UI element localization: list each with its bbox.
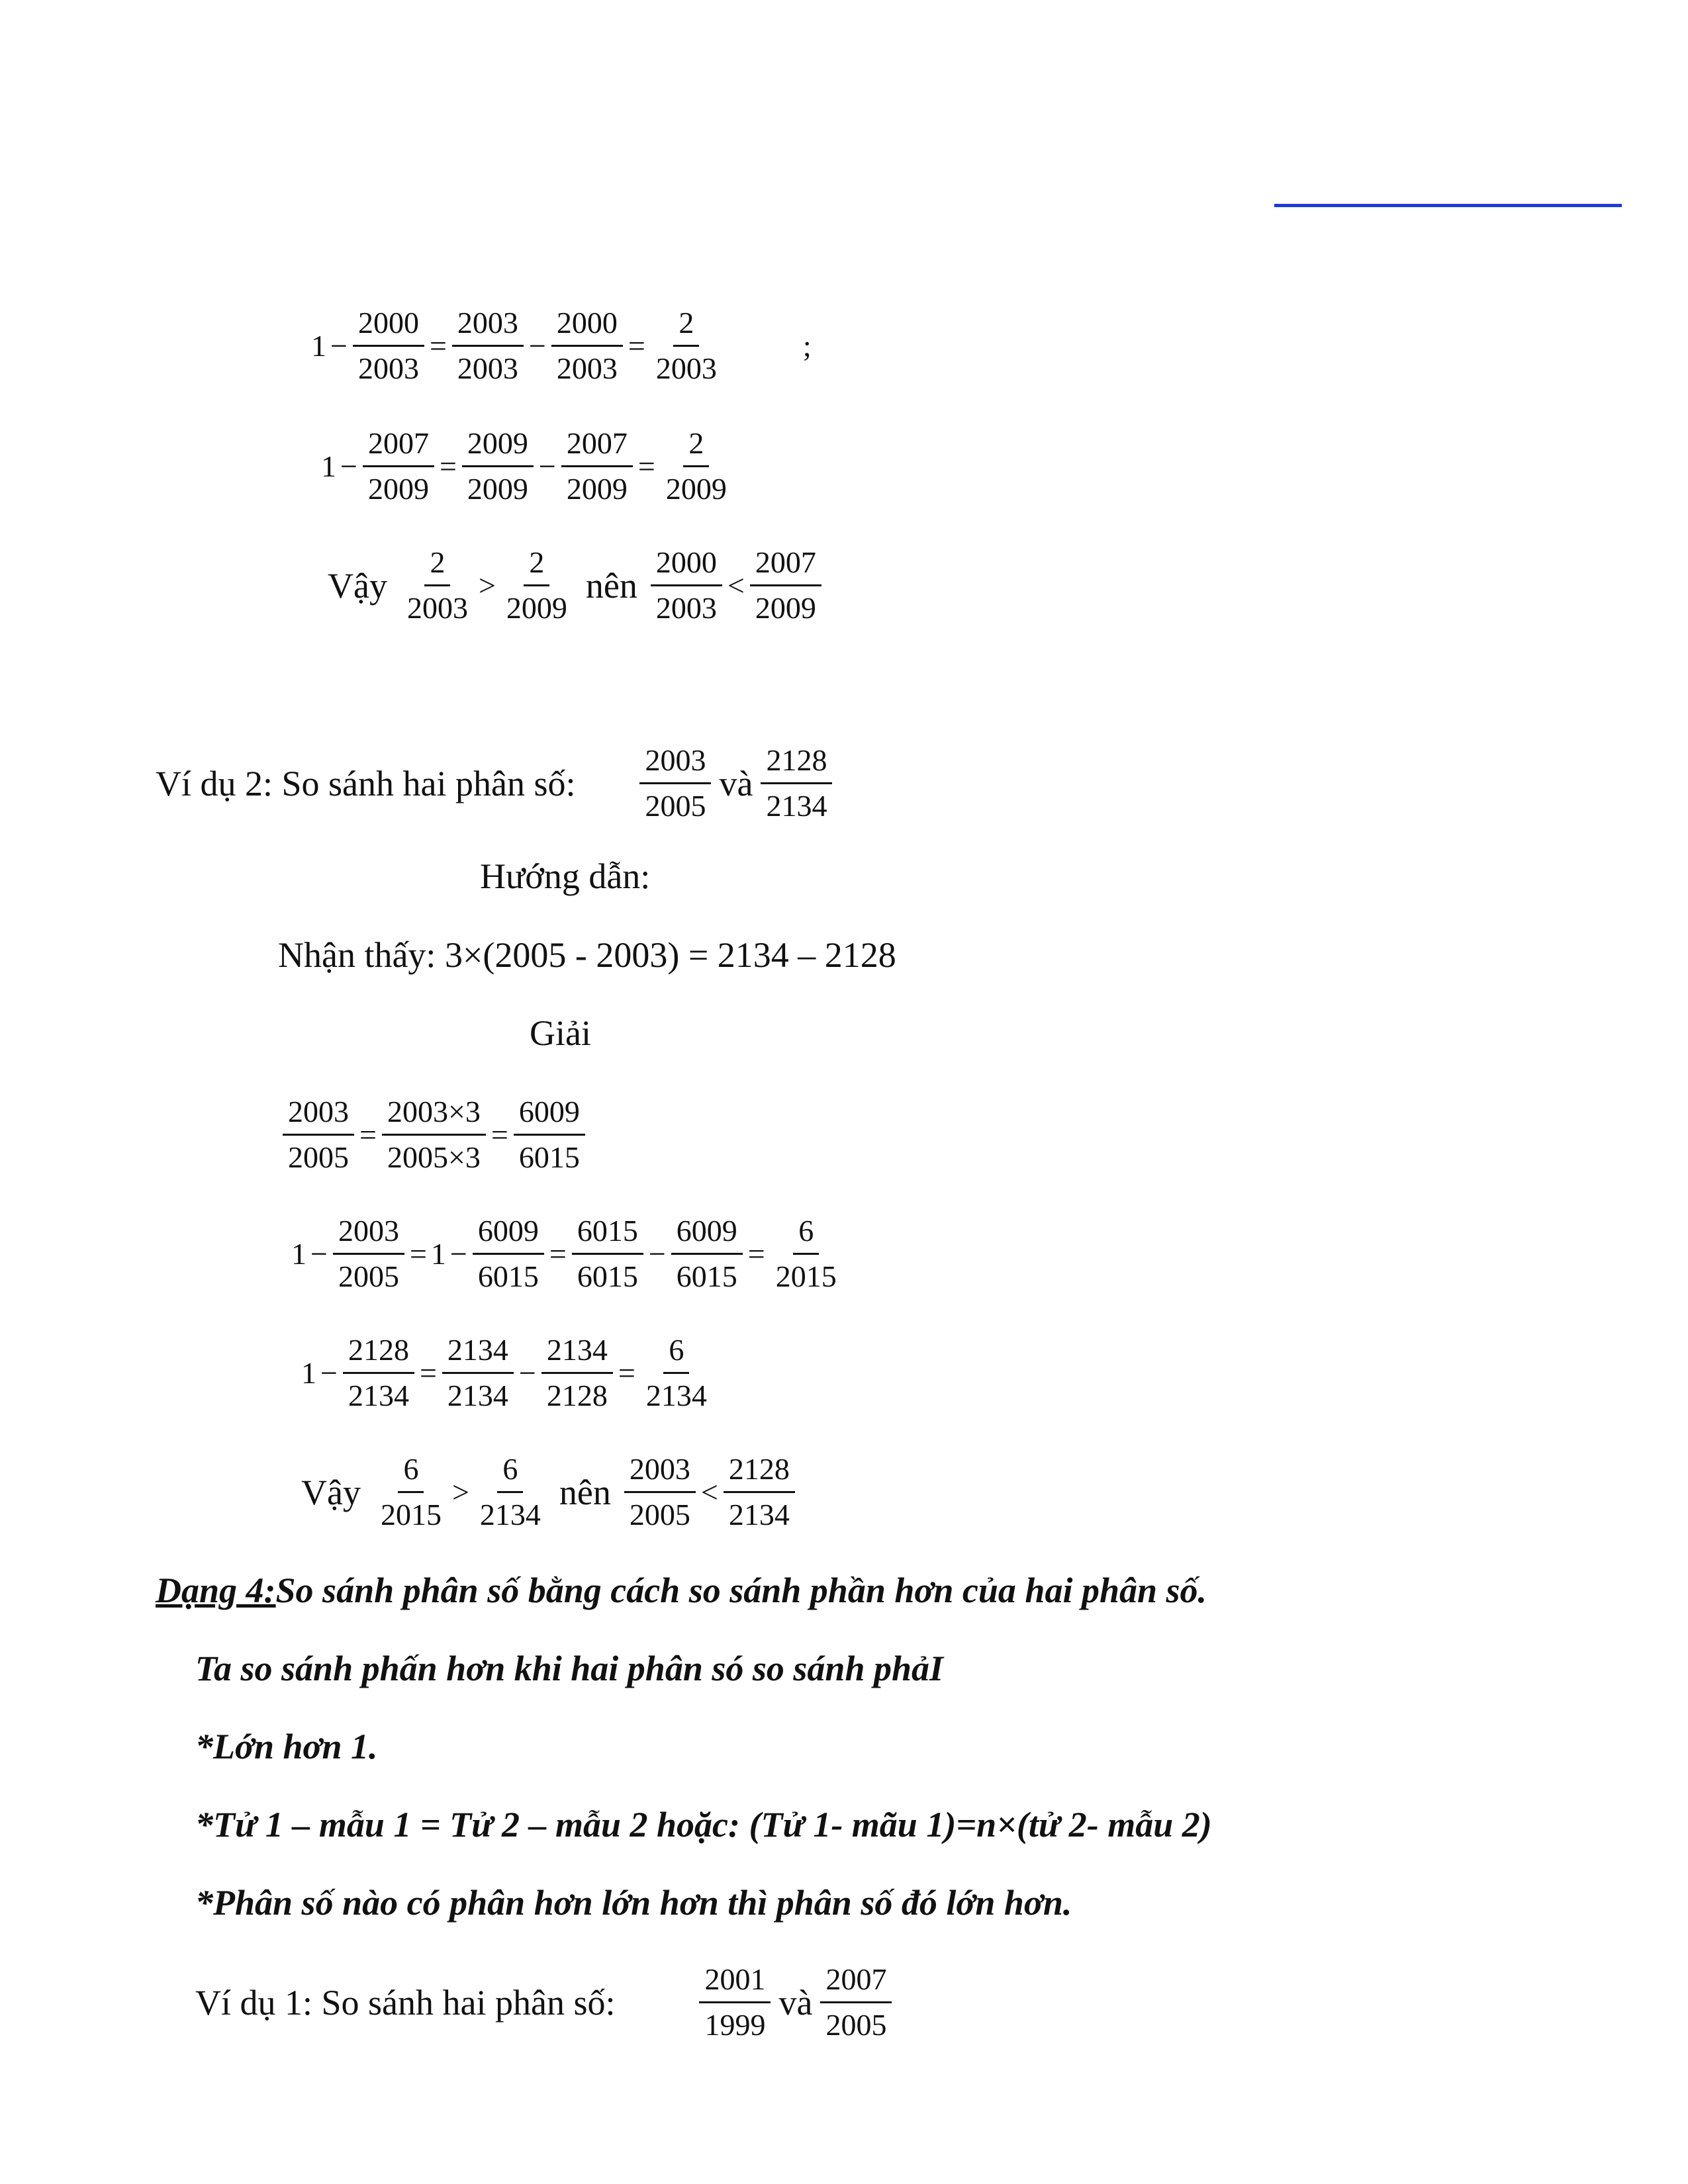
fraction: $\frac{6009}{6015}$ — [671, 1209, 743, 1298]
conclusion-line-1 — [328, 541, 823, 630]
solution-line-3 — [301, 1328, 714, 1418]
operator: = — [419, 1356, 437, 1390]
fraction: $\frac{6}{2015}$ — [771, 1209, 842, 1298]
fraction: $\frac{2001}{1999}$ — [699, 1958, 771, 2047]
example-title: Ví dụ 1: So sánh hai phân số: — [195, 1982, 616, 2023]
fraction: $\frac{2007}{2009}$ — [561, 422, 633, 511]
word-nen: nên — [559, 1472, 611, 1512]
section-title: So sánh phân số bằng cách so sánh phần hơn của hai phân số. — [275, 1570, 1207, 1610]
operator: = — [637, 449, 655, 483]
fraction: $\frac{2128}{2134}$ — [343, 1328, 414, 1418]
operator: − — [648, 1237, 666, 1271]
operator: − — [518, 1356, 536, 1390]
operator: − — [320, 1356, 338, 1390]
operator: = — [439, 449, 457, 483]
fraction: $\frac{6}{2134}$ — [475, 1447, 546, 1537]
operator: = — [618, 1356, 635, 1390]
operator: − — [528, 329, 546, 363]
operator: = — [409, 1237, 427, 1271]
word-nen: nên — [585, 565, 637, 606]
word-va: và — [778, 1982, 813, 2023]
fraction: $\frac{2007}{2009}$ — [363, 422, 434, 511]
fraction: $\frac{2134}{2134}$ — [442, 1328, 514, 1418]
fraction: $\frac{6}{2015}$ — [375, 1447, 447, 1537]
operator: − — [310, 1237, 328, 1271]
fraction: $\frac{6009}{6015}$ — [473, 1209, 544, 1298]
word-vay: Vậy — [301, 1472, 361, 1512]
operator: < — [727, 569, 745, 602]
rule-note: *Tử 1 – mẫu 1 = Tử 2 – mẫu 2 hoặc: (Tử 1- mãu 1)=n×(tử 2- mẫu 2) — [195, 1805, 1212, 1844]
example-3-title-row — [195, 1958, 893, 2047]
section-label: Dạng 4: — [156, 1570, 276, 1610]
fraction: $\frac{2}{2009}$ — [501, 541, 573, 630]
operator: − — [330, 329, 348, 363]
operator: < — [700, 1475, 718, 1509]
operator: = — [359, 1118, 377, 1152]
term: 1 — [311, 329, 326, 363]
rule-note: *Phân số nào có phân hơn lớn hơn thì phân số đó lớn hơn. — [195, 1883, 1072, 1923]
word-vay: Vậy — [328, 565, 387, 606]
operator: > — [451, 1475, 469, 1509]
term: 1 — [430, 1237, 446, 1271]
rule-note: *Lớn hơn 1. — [195, 1727, 378, 1766]
fraction: $\frac{2}{2003}$ — [651, 301, 722, 390]
fraction: $\frac{2128}{2134}$ — [724, 1447, 795, 1537]
fraction: $\frac{2003}{2005}$ — [283, 1090, 354, 1179]
fraction: $\frac{6015}{6015}$ — [572, 1209, 643, 1298]
fraction: $\frac{2007}{2009}$ — [750, 541, 821, 630]
operator: − — [340, 449, 357, 483]
conclusion-line-2 — [301, 1447, 796, 1537]
solution-line-1 — [281, 1090, 586, 1179]
operator: = — [628, 329, 645, 363]
fraction: $\frac{6}{2134}$ — [641, 1328, 712, 1418]
fraction: $\frac{2}{2003}$ — [402, 541, 473, 630]
guide-heading: Hướng dẫn: — [480, 856, 651, 896]
operator: = — [491, 1118, 508, 1152]
operator: − — [449, 1237, 467, 1271]
observation: Nhận thấy: 3×(2005 - 2003) = 2134 – 2128 — [278, 935, 896, 975]
fraction: $\frac{2003}{2005}$ — [624, 1447, 696, 1537]
fraction: $\frac{2000}{2003}$ — [651, 541, 722, 630]
fraction: $\frac{2134}{2128}$ — [541, 1328, 613, 1418]
operator: = — [549, 1237, 567, 1271]
term: 1 — [291, 1237, 306, 1271]
fraction: $\frac{6009}{6015}$ — [514, 1090, 585, 1179]
operator: − — [538, 449, 556, 483]
section-heading-dang-4 — [156, 1570, 1207, 1611]
term: 1 — [321, 449, 336, 483]
equation-line-1 — [311, 301, 812, 390]
operator: = — [429, 329, 447, 363]
fraction: $\frac{2000}{2003}$ — [551, 301, 623, 390]
rule-note: Ta so sánh phấn hơn khi hai phân só so sánh phảI — [195, 1649, 944, 1688]
fraction: $\frac{2003}{2003}$ — [452, 301, 524, 390]
semicolon: ; — [802, 329, 812, 363]
fraction: $\frac{2128}{2134}$ — [761, 739, 832, 828]
header-rule — [1274, 204, 1622, 207]
fraction: $\frac{2}{2009}$ — [661, 422, 732, 511]
equation-line-2 — [321, 422, 733, 511]
operator: > — [478, 569, 496, 602]
solution-line-2 — [291, 1209, 843, 1298]
word-va: và — [719, 763, 753, 803]
fraction: $\frac{2003\times 3}{2005\times 3}$ — [382, 1090, 486, 1179]
fraction: $\frac{2003}{2005}$ — [639, 739, 711, 828]
fraction: $\frac{2000}{2003}$ — [353, 301, 424, 390]
example-2-title-row — [156, 739, 833, 828]
solution-heading: Giải — [530, 1013, 591, 1053]
operator: = — [747, 1237, 765, 1271]
fraction: $\frac{2009}{2009}$ — [462, 422, 534, 511]
fraction: $\frac{2007}{2005}$ — [820, 1958, 892, 2047]
term: 1 — [301, 1356, 316, 1390]
fraction: $\frac{2003}{2005}$ — [333, 1209, 404, 1298]
example-title: Ví dụ 2: So sánh hai phân số: — [156, 763, 576, 803]
